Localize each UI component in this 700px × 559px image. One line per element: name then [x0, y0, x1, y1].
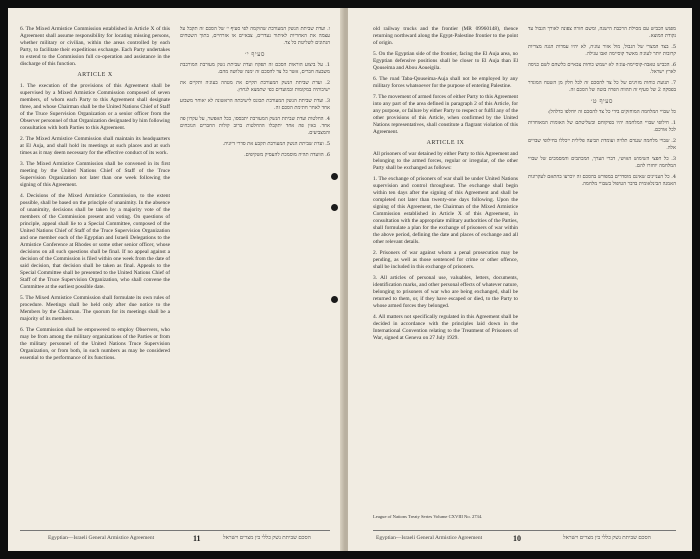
left-hebrew-paragraph-d: 3. ועדת שביתת הנשק המעורבת תכונס לישיבתה הראשונה לא יאוחר משבוע אחד לאחר חתימת הסכם זה.	[180, 98, 330, 111]
left-footer-hebrew: הסכם שביתת נשק כללי בין מצרים וישראל	[223, 535, 311, 541]
right-hebrew-column	[528, 26, 676, 476]
right-hebrew-paragraph-i: 4. כל העניינים שאינם מוסדרים במפורש בהסכם זה יוכרעו בהתאם לעקרונות האמנה הבינלאומית בדבר הטיפול בשבויי מלחמה.	[528, 174, 676, 187]
left-article-6-paragraph: 6. The Mixed Armistice Commission established in Article X of this Agreement shall assume responsibility for locating missing persons, whether military or civilian, within the areas controlled by each Party, to facilitate their expeditious exchange. Each Party undertakes to extend to the Commission full co-operation and assistance in the discharge of this function.	[20, 26, 170, 67]
left-article-heading: ARTICLE X	[77, 72, 113, 78]
left-hebrew-paragraph-f: 5. ועדת שביתת הנשק המעורבת תקבע את סדרי דיוניה.	[222, 141, 330, 147]
right-hebrew-paragraph-b: 5. בצד המצרי של הגבול, מול אזור עוג׳ה, לא יהיו עמדות הגנה מצריות קרובות יותר לעוג׳ה מאשר קוסיימה ואבו עגילה.	[528, 44, 676, 57]
right-page-number: 10	[513, 534, 521, 543]
right-hebrew-paragraph-c: 6. הכביש טאבה-קוסיימה-עוג׳ה לא ישמש כוחות צבאיים כלשהם לשם כניסה לארץ ישראל.	[528, 62, 676, 75]
right-article-ix-para-3: 3. All articles of personal use, valuables, letters, documents, identification marks, and other personal effects of whatever nature, belonging to prisoners of war who are being exchanged, shall be returned to them, or, if they have escaped or died, to the Party to whose armed forces they belonged.	[373, 275, 518, 309]
left-hebrew-paragraph-b: 1. על ביצוע הוראות הסכם זה תפקח ועדת שביתת נשק מעורבת המורכבת משבעה חברים, אשר כל צד להסכם זה ימנה שלושה מהם.	[180, 62, 330, 75]
left-paragraph-1: 1. The execution of the provisions of this Agreement shall be supervised by a Mixed Armistice Commission composed of seven members, of whom each Party to this Agreement shall designate three, and whose Chairman shall be the United Nations Chief of Staff of the Truce Supervision Organization or a senior officer from the Observer personnel of that Organization designated by him following consultation with both Parties to this Agreement.	[20, 83, 170, 131]
right-footer-english: Egyptian—Israeli General Armistice Agreement	[376, 535, 483, 541]
right-article-ix-para-4: 4. All matters not specifically regulated in this Agreement shall be decided in accordance with the principles laid down in the International Convention relating to the Treatment of Prisoners of War, signed at Geneva on 27 July 1929.	[373, 314, 518, 341]
binding-hole-bottom	[331, 296, 338, 303]
right-footnote: League of Nations Treaty Series Volume CXVIII No. 2734.	[373, 514, 483, 519]
right-paragraph-5: 5. On the Egyptian side of the frontier, facing the El Auja area, no Egyptian defensive positions shall be closer to El Auja than El Qouseima and Abou Aoueigila.	[373, 51, 518, 71]
right-intro-paragraph: old railway trucks and the frontier (MR 09960148), thence returning northward along the Egypt-Palestine frontier to the point of origin.	[373, 26, 518, 46]
right-paragraph-7: 7. The movement of armed forces of either Party to this Agreement into any part of the area defined in paragraph 2 of this Article, for any purpose, or failure by either Party to respect or fulfil any of the other provisions of this Article, when confirmed by the United Nations representatives, shall constitute a flagrant violation of this Agreement.	[373, 94, 518, 135]
right-paragraph-6: 6. The road Taba-Qouseima-Auja shall not be employed by any military forces whatsoever for the purpose of entering Palestine.	[373, 76, 518, 89]
right-hebrew-paragraph-a: מפגש הכביש עם מסילת הרכבת הישנה, ומשם חזרה צפונה לאורך הגבול עד נקודת המוצא.	[528, 26, 676, 39]
left-paragraph-3: 3. The Mixed Armistice Commission shall be convened in its first meeting by the United Nations Chief of Staff of the Truce Supervision Organization not later than one week following the signing of this Agreement.	[20, 161, 170, 188]
left-hebrew-paragraph-a: ו. ועדת שביתת הנשק המעורבת שהוקמה לפי סעיף י׳ של הסכם זה תקבל על עצמה את האחריות לאיתור נעדרים, צבאיים או אזרחיים, בתוך השטחים הנתונים לשליטת כל צד.	[180, 26, 330, 46]
right-hebrew-paragraph-d: 7. תנועת כוחות מזוינים של כל צד להסכם זה לכל חלק מן השטח המוגדר בפסקה 2 של סעיף זה תהווה הפרה בוטה של הסכם זה.	[528, 80, 676, 93]
binding-hole-middle	[331, 204, 338, 211]
right-article-heading: ARTICLE IX	[426, 140, 465, 146]
left-paragraph-5: 5. The Mixed Armistice Commission shall formulate its own rules of procedure. Meetings shall be held only after due notice to the Members by the Chairman. The quorum for its meetings shall be a majority of its members.	[20, 295, 170, 322]
binding-hole-top	[331, 173, 338, 180]
right-hebrew-paragraph-f: 1. חילופי שבויי המלחמה יהיו בפיקוחם ובשליטתם של האומות המאוחדות לכל אורכם.	[528, 120, 676, 133]
right-page	[348, 8, 692, 551]
left-paragraph-2: 2. The Mixed Armistice Commission shall maintain its headquarters at El Auja, and shall hold its meetings at such places and at such times as it may deem necessary for the effective conduct of its work.	[20, 136, 170, 156]
left-hebrew-paragraph-g: 6. הוועדה תהיה מוסמכת להעסיק משקיפים.	[244, 152, 330, 158]
left-footer-english: Egyptian—Israeli General Armistice Agreement	[48, 535, 155, 541]
left-paragraph-4: 4. Decisions of the Mixed Armistice Commission, to the extent possible, shall be based on the principle of unanimity. In the absence of unanimity, decisions shall be taken by a majority vote of the members of the Commission present and voting. On questions of principle, appeal shall lie to a Special Committee, composed of the United Nations Chief of Staff of the Truce Supervision Organization and one member each of the Egyptian and Israeli Delegations to the Armistice Conference at Rhodes or some other senior officer, whose decisions on all such questions shall be final. If no appeal against a decision of the Commission is filed within one week from the date of said decision, that decision shall be taken as final. Appeals to the Special Committee shall be presented to the United Nations Chief of Staff of the Truce Supervision Organization, who shall convene the Committee at the earliest possible date.	[20, 193, 170, 290]
left-hebrew-column	[180, 26, 330, 496]
right-footer-rule	[373, 530, 676, 531]
right-hebrew-heading: סעיף ט׳	[591, 98, 613, 105]
right-footer-hebrew: הסכם שביתת נשק כללי בין מצרים וישראל	[563, 535, 651, 541]
right-hebrew-paragraph-h: 3. כל חפצי השימוש האישי, דברי הערך, המכתבים והמסמכים של שבויי המלחמה יוחזרו להם.	[528, 156, 676, 169]
right-article-ix-para-1: 1. The exchange of prisoners of war shall be under United Nations supervision and control throughout. The exchange shall begin within ten days after the signing of this Agreement and shall be completed not later than twenty-one days following. Upon the signing of this Agreement, the Chairman of the Mixed Armistice Commission established in Article X of this Agreement, in consultation with the appropriate military authorities of the Parties, shall formulate a plan for the exchange of prisoners of war within the above period, defining the date and places of exchange and all other relevant details.	[373, 176, 518, 245]
left-footer-rule	[20, 530, 330, 531]
right-hebrew-paragraph-e: כל שבויי המלחמה המוחזקים בידי כל צד להסכם זה יוחלפו כדלהלן:	[547, 109, 676, 115]
left-hebrew-paragraph-e: 4. החלטות ועדת שביתת הנשק המעורבת יתבססו, ככל האפשר, על עקרון פה אחד. באין פה אחד יתקבלו ההחלטות ברוב קולות החברים הנוכחים והמצביעים.	[180, 116, 330, 136]
left-page	[8, 8, 344, 551]
right-article-ix-para-2: 2. Prisoners of war against whom a penal prosecution may be pending, as well as those sentenced for crime or other offence, shall be included in this exchange of prisoners.	[373, 250, 518, 270]
left-paragraph-6: 6. The Commission shall be empowered to employ Observers, who may be from among the military organizations of the Parties or from the military personnel of the United Nations Truce Supervision Organization, or from both, in such numbers as may be considered essential to the performance of its functions.	[20, 327, 170, 361]
left-hebrew-heading: סעיף י׳	[245, 51, 265, 58]
right-hebrew-paragraph-g: 2. שבויי מלחמה שנגדם תלויה ועומדת תביעה פלילית ייכללו בחילופי שבויים אלה.	[528, 138, 676, 151]
left-english-column	[20, 26, 170, 496]
right-english-column	[373, 26, 518, 476]
left-page-number: 11	[193, 534, 201, 543]
left-hebrew-paragraph-c: 2. ועדת שביתת הנשק המעורבת תקיים את מטהה בעוג׳ה ותקיים את ישיבותיה במקומות ובמועדים כפי שתמצא לנחוץ.	[180, 80, 330, 93]
right-article-ix-intro: All prisoners of war detained by either Party to this Agreement and belonging to the armed forces, regular or irregular, of the other Party shall be exchanged as follows:	[373, 151, 518, 171]
